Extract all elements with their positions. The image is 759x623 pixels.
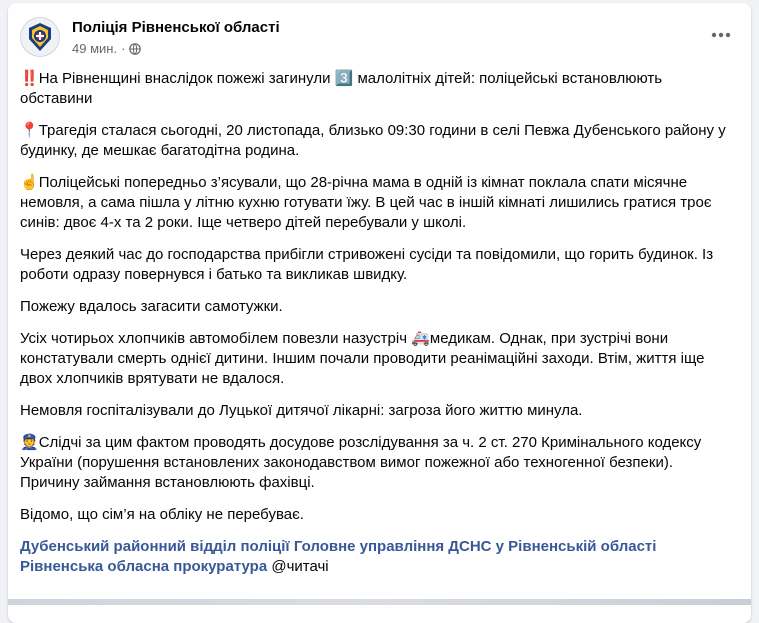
paragraph-6: Немовля госпіталізували до Луцької дитячої лікарні: загроза його життю минула. — [20, 402, 583, 419]
paragraph-1: 📍Трагедія сталася сьогодні, 20 листопада, близько 09:30 години в селі Певжа Дубенського району у будинку, де мешкає багатодітна родина. — [20, 122, 726, 159]
paragraph-8: Відомо, що сім’я на обліку не перебуває. — [20, 506, 304, 523]
keycap-three-icon: 3️⃣ — [334, 70, 354, 87]
meta-separator: · — [121, 41, 126, 56]
police-officer-icon: 👮 — [20, 434, 39, 451]
pushpin-icon: 📍 — [20, 122, 39, 139]
paragraph-2: ☝️Поліцейські попередньо з’ясували, що 28-річна мама в одній із кімнат поклала спати місячне немовля, а сама пішла у літню кухню готувати їжу. В цей час в іншій кімнаті лишились гратися троє синів: двоє 4-х та 2 роки. Іще четверо дітей перебували у школі. — [20, 174, 712, 231]
pointing-finger-icon: ☝️ — [20, 174, 39, 191]
globe-icon[interactable] — [129, 43, 141, 55]
page-name-link[interactable]: Поліція Рівненської області — [72, 19, 280, 36]
paragraph-5: Усіх чотирьох хлопчиків автомобілем повезли назустріч 🚑медикам. Однак, при зустрічі вони констатували смерть однієї дитини. Іншим почали проводити реанімаційні заходи. Втім, життя іще двох хлопчиків врятувати не вдалося. — [20, 330, 705, 387]
tag-dsns-rivne[interactable]: Головне управління ДСНС у Рівненській області — [293, 538, 657, 555]
more-options-icon[interactable] — [703, 21, 739, 49]
post-time[interactable]: 49 мин. — [72, 41, 118, 56]
post-header — [20, 15, 739, 59]
post-card — [8, 3, 751, 623]
paragraph-4: Пожежу вдалось загасити самотужки. — [20, 298, 283, 315]
post-headline: ‼️На Рівненщині внаслідок пожежі загинули 3️⃣ малолітніх дітей: поліцейські встановлюють обставини — [20, 70, 663, 107]
paragraph-7: 👮Слідчі за цим фактом проводять досудове розслідування за ч. 2 ст. 270 Кримінального кодексу України (порушення встановлених законодавством вимог пожежної або техногенної безпеки). Причину займання встановлюють фахівці. — [20, 434, 702, 491]
tag-rivne-prosecutor[interactable]: Рівненська обласна прокуратура — [20, 558, 268, 575]
tag-dubno-police[interactable]: Дубенський районний відділ поліції — [20, 538, 290, 555]
media-preview-edge — [8, 599, 751, 605]
post-meta — [72, 41, 141, 56]
tagged-pages — [20, 537, 732, 577]
double-exclamation-icon: ‼️ — [20, 70, 39, 87]
paragraph-3: Через деякий час до господарства прибігли стривожені сусіди та повідомили, що горить будинок. Із роботи одразу повернувся і батько та викликав швидку. — [20, 246, 714, 283]
ambulance-icon: 🚑 — [411, 330, 430, 347]
post-content — [20, 69, 732, 577]
police-emblem-icon[interactable] — [20, 17, 60, 57]
mention-readers[interactable]: @читачі — [271, 558, 329, 575]
